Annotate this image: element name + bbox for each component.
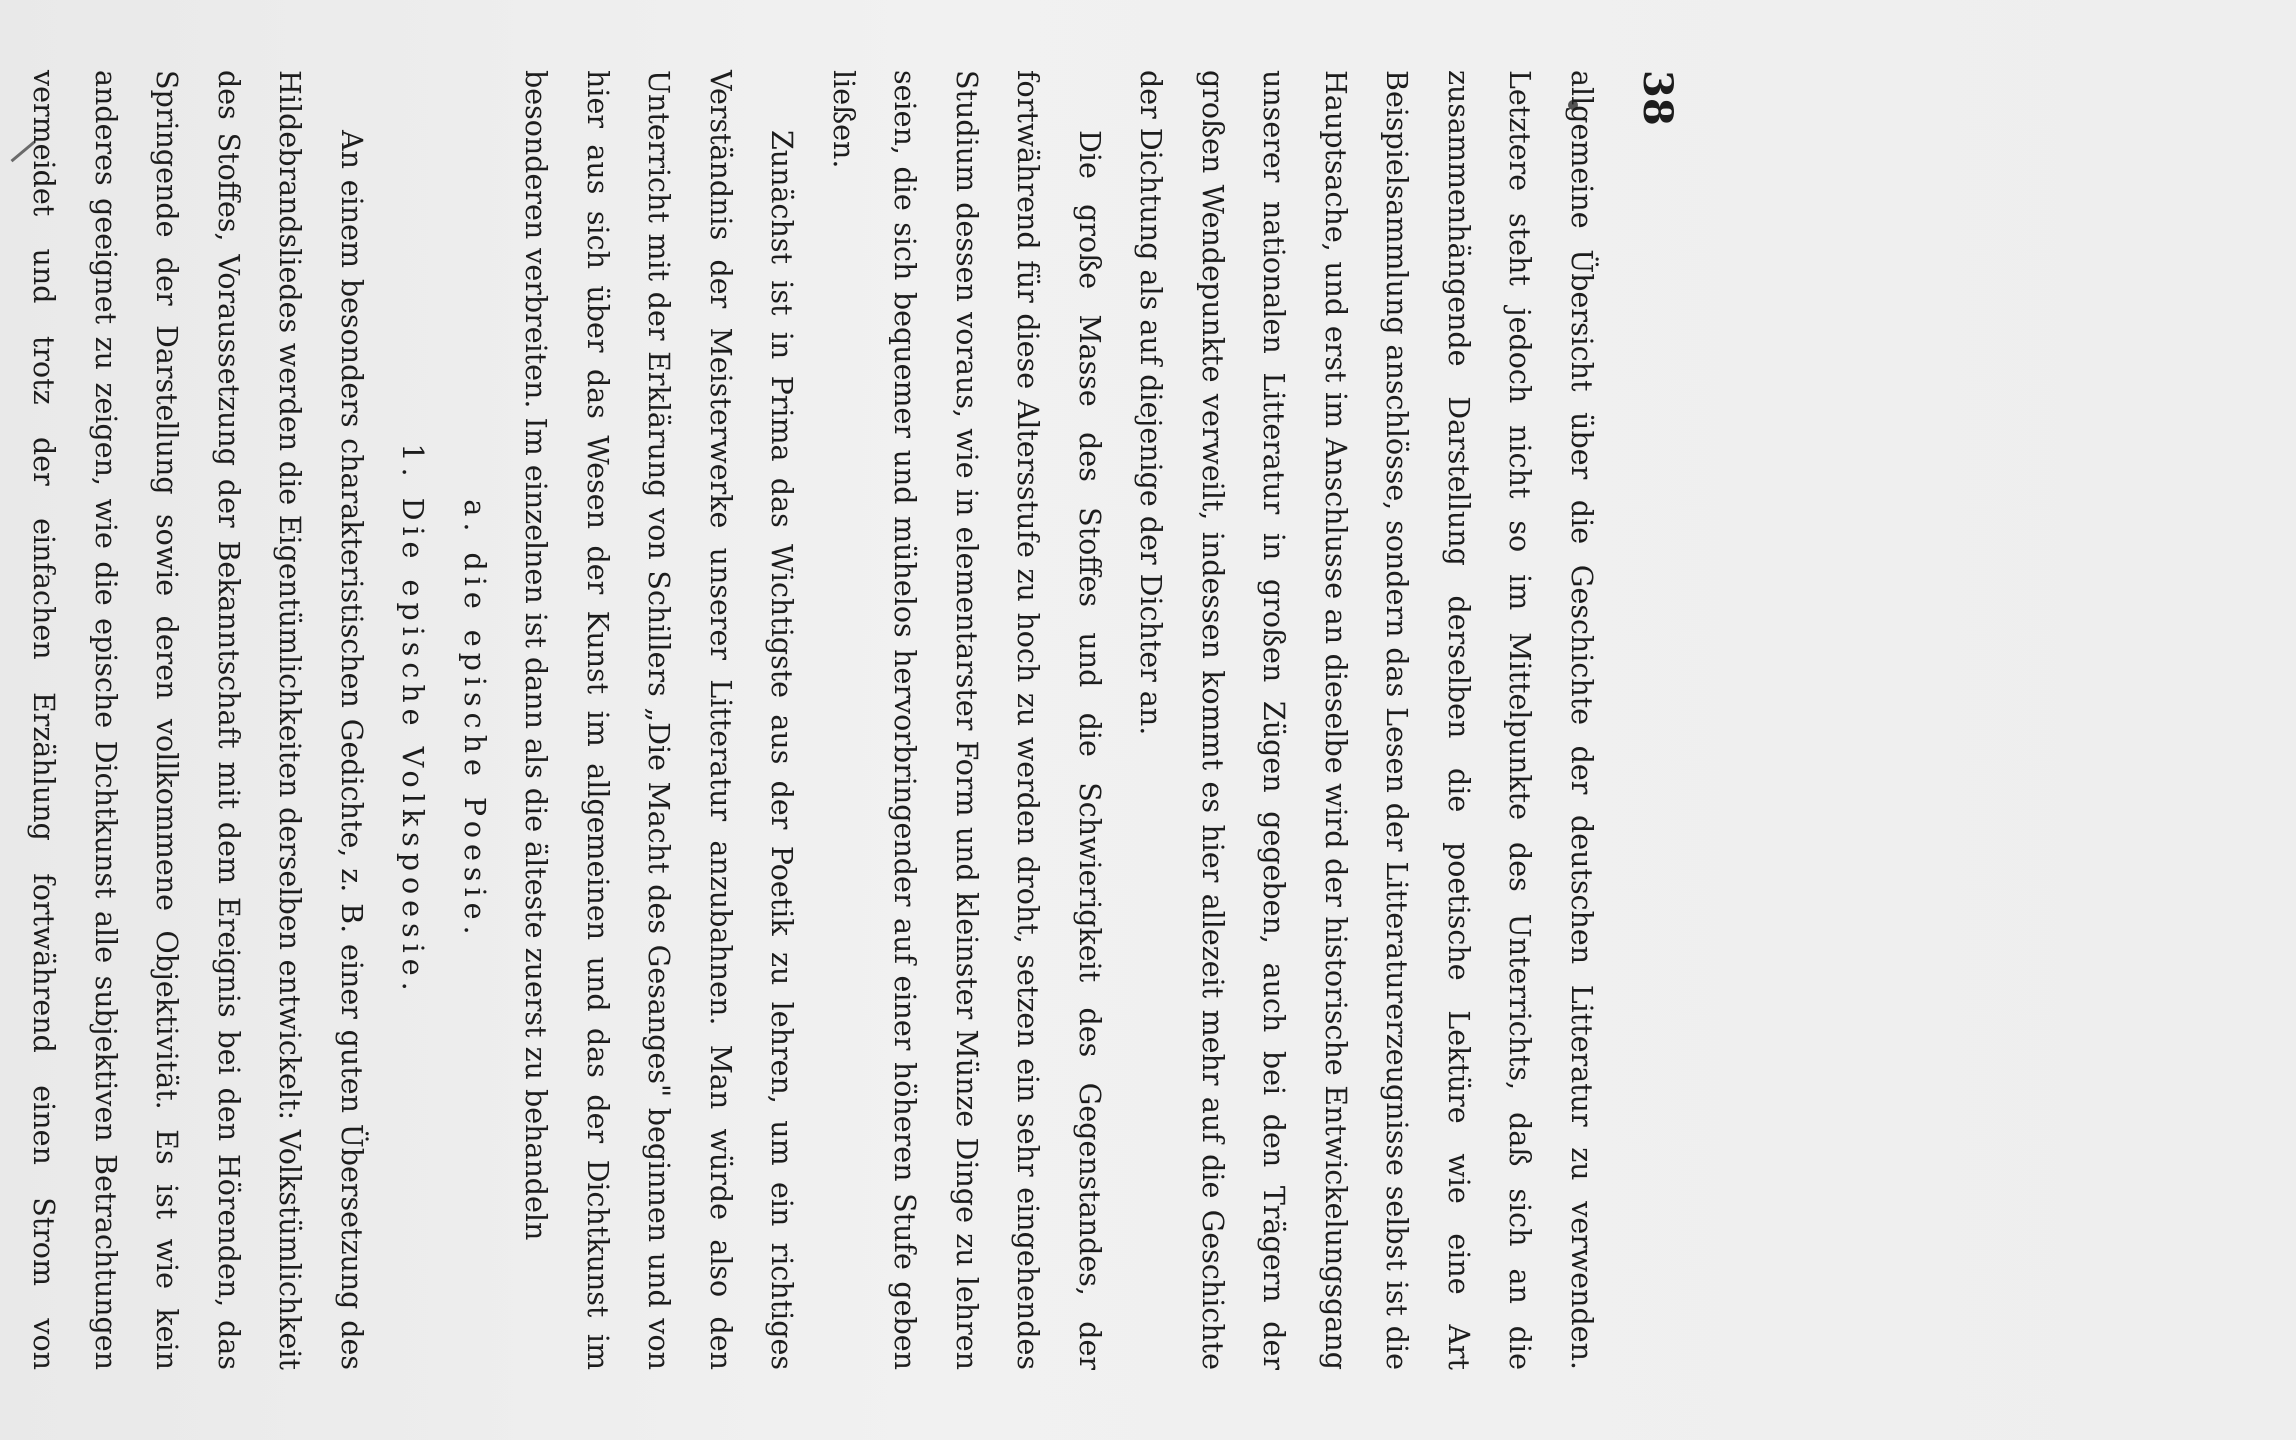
text-block <box>0 70 1612 1370</box>
page-content <box>27 70 1681 1370</box>
page-number: 38 <box>1634 70 1681 126</box>
paragraph-hildebrandslied: An einem besonders charakteristischen Gedichte, z. B. einer guten Übersetzung des Hildebrandsliedes werden die Eigentümlichkeiten derselben entwickelt: Volkstümlichkeit des Stoffes, Voraussetzung der Bekanntschaft mit dem Ereignis bei den Hörenden, das Springende der Darstellung sowie deren vollkommene Objektivität. Es ist wie kein anderes geeignet zu zeigen, wie die epische Dichtkunst alle subjektiven Betrachtungen vermeidet und trotz der einfachen Erzählung fortwährend einen Strom von <box>27 70 368 1370</box>
paragraph-stoff: Die große Masse des Stoffes und die Schwierigkeit des Gegenstandes, der fortwährend für diese Altersstufe zu hoch zu werden droht, setzen ein sehr eingehendes Studium dessen voraus, wie in elementarster Form und kleinster Münze Dinge zu lehren seien, die sich bequemer und mühelos hervorbringender auf einer höheren Stufe geben ließen. <box>827 70 1106 1370</box>
paragraph-overview: allgemeine Übersicht über die Geschichte der deutschen Litteratur zu verwenden. Letztere steht jedoch nicht so im Mittelpunkte des Unterrichts, daß sich an die zusammenhängende Darstellung derselben die poetische Lektüre wie eine Art Beispielsammlung anschlösse, sondern das Lesen der Litteraturerzeugnisse selbst ist die Hauptsache, und erst im Anschlusse an dieselbe wird der historische Entwickelungsgang unserer nationalen Litteratur in großen Zügen gegeben, auch bei den Trägern der großen Wendepunkte verweilt, indessen kommt es hier allezeit mehr auf die Geschichte der Dichtung als auf diejenige der Dichter an. <box>1134 70 1598 1370</box>
subsection-heading: 1. Die epische Volkspoesie. <box>396 443 430 997</box>
paragraph-poetik: Zunächst ist in Prima das Wichtigste aus der Poetik zu lehren, um ein richtiges Verständnis der Meisterwerke unserer Litteratur anzubahnen. Man würde also den Unterricht mit der Erklärung von Schillers „Die Macht des Gesanges" beginnen und von hier aus sich über das Wesen der Kunst im allgemeinen und das der Dichtkunst im besonderen verbreiten. Im einzelnen ist dann als die älteste zuerst zu behandeln <box>519 70 799 1370</box>
section-heading: a. die epische Poesie. <box>458 499 491 941</box>
